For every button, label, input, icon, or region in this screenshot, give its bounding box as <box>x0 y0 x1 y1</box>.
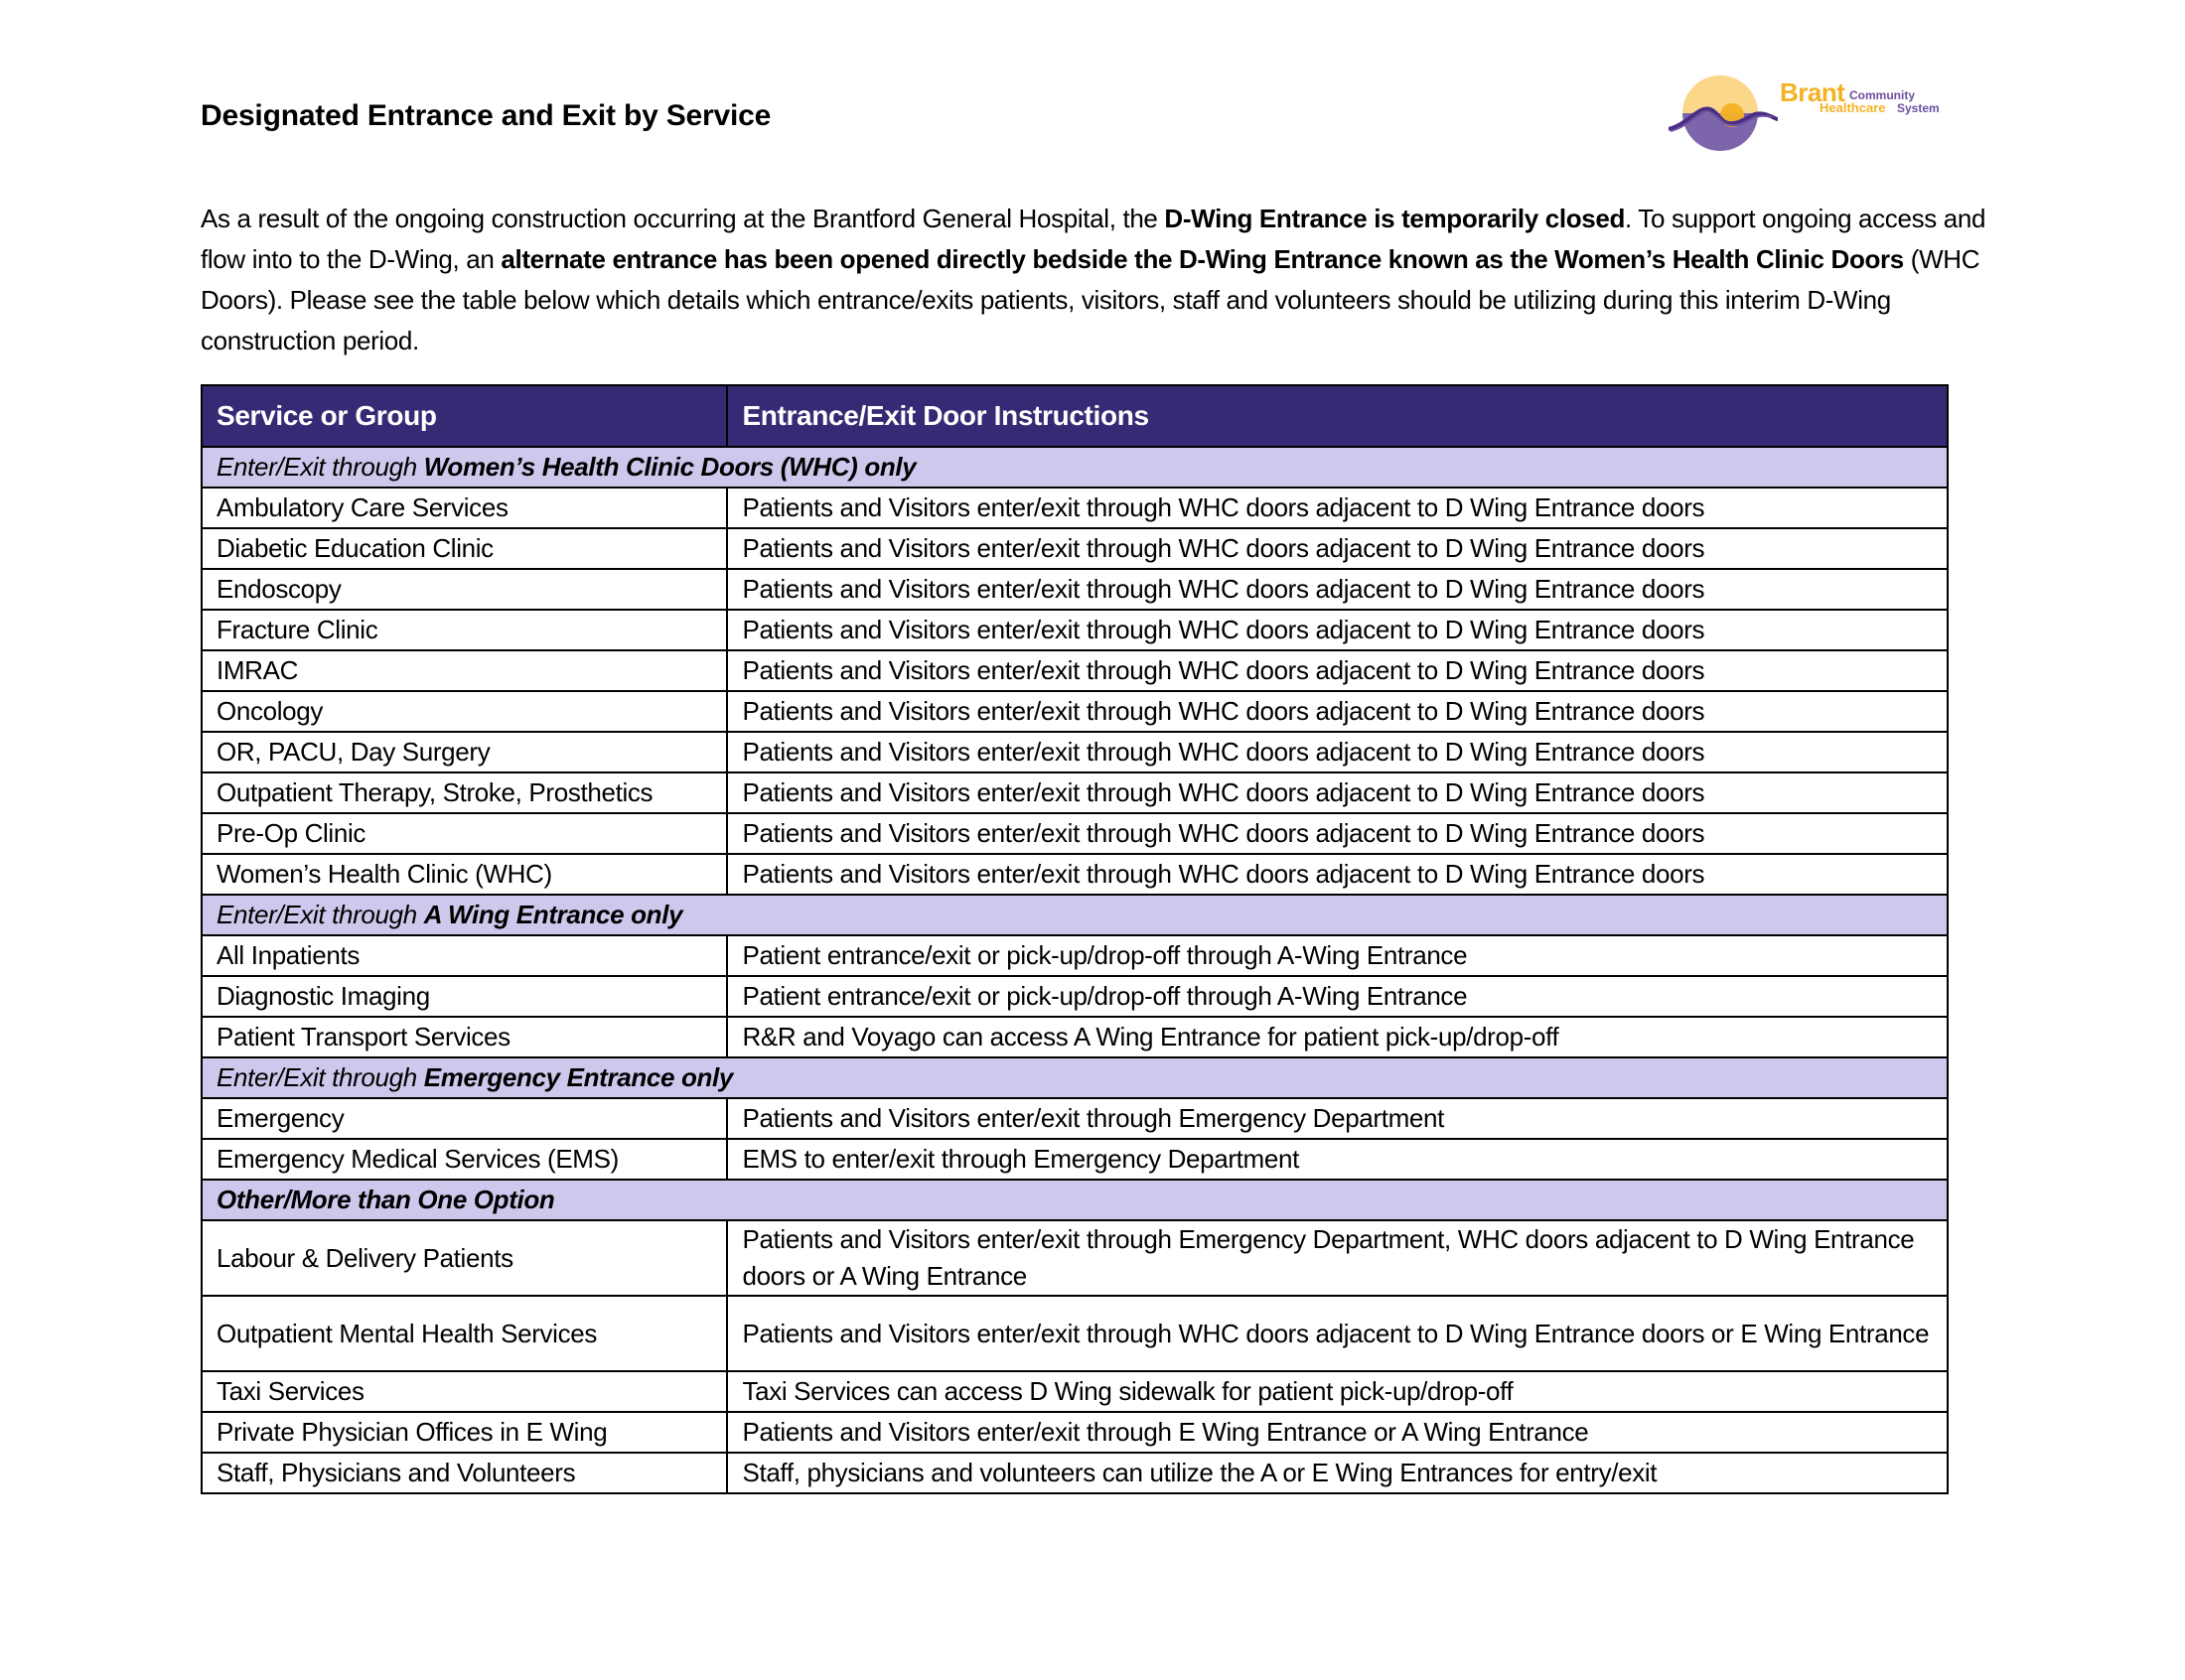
instruction-cell: EMS to enter/exit through Emergency Department <box>727 1139 1948 1180</box>
logo-community: Community <box>1849 88 1915 102</box>
intro-paragraph <box>201 199 2018 361</box>
section-title: Other/More than One Option <box>217 1185 555 1214</box>
service-cell: Outpatient Mental Health Services <box>202 1296 727 1371</box>
entrance-exit-table <box>201 384 1949 1494</box>
instruction-cell: Patient entrance/exit or pick-up/drop-off through A-Wing Entrance <box>727 976 1948 1017</box>
service-cell: Labour & Delivery Patients <box>202 1220 727 1296</box>
table-row <box>202 813 1948 854</box>
table-row <box>202 1296 1948 1371</box>
table-row <box>202 610 1948 650</box>
instruction-cell: Patients and Visitors enter/exit through WHC doors adjacent to D Wing Entrance doors <box>727 732 1948 772</box>
intro-bold-2: alternate entrance has been opened directly bedside the D-Wing Entrance known as the Women’s Health Clinic Doors <box>501 244 1904 274</box>
column-header-service: Service or Group <box>202 385 727 447</box>
instruction-cell: Patients and Visitors enter/exit through WHC doors adjacent to D Wing Entrance doors <box>727 854 1948 895</box>
service-cell: Pre-Op Clinic <box>202 813 727 854</box>
service-cell: Taxi Services <box>202 1371 727 1412</box>
service-cell: Endoscopy <box>202 569 727 610</box>
instruction-cell: Staff, physicians and volunteers can utilize the A or E Wing Entrances for entry/exit <box>727 1453 1948 1493</box>
service-cell: OR, PACU, Day Surgery <box>202 732 727 772</box>
table-row <box>202 772 1948 813</box>
table-row <box>202 1220 1948 1296</box>
intro-text-2: . To support ongoing access and flow into to the D-Wing, an <box>201 204 1986 274</box>
table-row <box>202 488 1948 528</box>
instruction-cell: Patients and Visitors enter/exit through WHC doors adjacent to D Wing Entrance doors <box>727 610 1948 650</box>
logo-healthcare: Healthcare <box>1820 100 1886 115</box>
instruction-cell: Patients and Visitors enter/exit through Emergency Department, WHC doors adjacent to D Wing Entrance doors or A Wing Entrance <box>727 1220 1948 1296</box>
instruction-cell: Patients and Visitors enter/exit through WHC doors adjacent to D Wing Entrance doors <box>727 488 1948 528</box>
intro-bold-1: D-Wing Entrance is temporarily closed <box>1164 204 1626 233</box>
table-row <box>202 569 1948 610</box>
instruction-cell: Patient entrance/exit or pick-up/drop-off through A-Wing Entrance <box>727 935 1948 976</box>
brant-logo <box>1669 70 1986 169</box>
logo-sun-wave-icon <box>1669 70 1778 169</box>
section-header-row <box>202 895 1948 935</box>
table-header-row <box>202 385 1948 447</box>
section-header-row <box>202 447 1948 488</box>
service-cell: Patient Transport Services <box>202 1017 727 1057</box>
table-row <box>202 1017 1948 1057</box>
logo-system: System <box>1897 101 1940 115</box>
instruction-cell: Patients and Visitors enter/exit through WHC doors adjacent to D Wing Entrance doors or E Wing Entrance <box>727 1296 1948 1371</box>
service-cell: Oncology <box>202 691 727 732</box>
table-row <box>202 528 1948 569</box>
service-cell: Women’s Health Clinic (WHC) <box>202 854 727 895</box>
section-title: Emergency Entrance only <box>423 1062 733 1092</box>
section-header-cell <box>202 447 1948 488</box>
service-cell: Outpatient Therapy, Stroke, Prosthetics <box>202 772 727 813</box>
section-header-cell <box>202 1057 1948 1098</box>
section-header-row <box>202 1180 1948 1220</box>
service-cell: Emergency <box>202 1098 727 1139</box>
instruction-cell: Patients and Visitors enter/exit through Emergency Department <box>727 1098 1948 1139</box>
instruction-cell: Patients and Visitors enter/exit through WHC doors adjacent to D Wing Entrance doors <box>727 772 1948 813</box>
table-body <box>202 447 1948 1493</box>
table-row <box>202 976 1948 1017</box>
instruction-cell: Patients and Visitors enter/exit through E Wing Entrance or A Wing Entrance <box>727 1412 1948 1453</box>
table-row <box>202 1139 1948 1180</box>
column-header-instructions: Entrance/Exit Door Instructions <box>727 385 1948 447</box>
instruction-cell: Patients and Visitors enter/exit through WHC doors adjacent to D Wing Entrance doors <box>727 650 1948 691</box>
section-title: Women’s Health Clinic Doors (WHC) only <box>423 452 917 482</box>
section-title: A Wing Entrance only <box>423 900 683 929</box>
service-cell: Fracture Clinic <box>202 610 727 650</box>
section-prefix: Enter/Exit through <box>217 452 424 482</box>
section-prefix: Enter/Exit through <box>217 1062 424 1092</box>
section-header-row <box>202 1057 1948 1098</box>
logo-brand: Brant <box>1780 77 1845 107</box>
section-header-cell <box>202 1180 1948 1220</box>
table-row <box>202 1412 1948 1453</box>
section-header-cell <box>202 895 1948 935</box>
service-cell: Staff, Physicians and Volunteers <box>202 1453 727 1493</box>
service-cell: Emergency Medical Services (EMS) <box>202 1139 727 1180</box>
service-cell: Private Physician Offices in E Wing <box>202 1412 727 1453</box>
service-cell: All Inpatients <box>202 935 727 976</box>
table-row <box>202 650 1948 691</box>
instruction-cell: R&R and Voyago can access A Wing Entrance for patient pick-up/drop-off <box>727 1017 1948 1057</box>
instruction-cell: Patients and Visitors enter/exit through WHC doors adjacent to D Wing Entrance doors <box>727 569 1948 610</box>
service-cell: Diabetic Education Clinic <box>202 528 727 569</box>
logo-wordmark <box>1780 77 1940 115</box>
intro-text-1: As a result of the ongoing construction occurring at the Brantford General Hospital, the <box>201 204 1165 233</box>
table-row <box>202 732 1948 772</box>
table-row <box>202 1098 1948 1139</box>
instruction-cell: Patients and Visitors enter/exit through WHC doors adjacent to D Wing Entrance doors <box>727 691 1948 732</box>
table-row <box>202 1453 1948 1493</box>
service-cell: Diagnostic Imaging <box>202 976 727 1017</box>
instruction-cell: Taxi Services can access D Wing sidewalk for patient pick-up/drop-off <box>727 1371 1948 1412</box>
table-row <box>202 854 1948 895</box>
table-row <box>202 1371 1948 1412</box>
instruction-cell: Patients and Visitors enter/exit through WHC doors adjacent to D Wing Entrance doors <box>727 813 1948 854</box>
table-row <box>202 691 1948 732</box>
service-cell: Ambulatory Care Services <box>202 488 727 528</box>
section-prefix: Enter/Exit through <box>217 900 424 929</box>
page-title: Designated Entrance and Exit by Service <box>201 99 772 132</box>
table-row <box>202 935 1948 976</box>
intro-text-3: (WHC Doors). Please see the table below which details which entrance/exits patients, visitors, staff and volunteers should be utilizing during this interim D-Wing construction period. <box>201 244 1980 355</box>
service-cell: IMRAC <box>202 650 727 691</box>
instruction-cell: Patients and Visitors enter/exit through WHC doors adjacent to D Wing Entrance doors <box>727 528 1948 569</box>
